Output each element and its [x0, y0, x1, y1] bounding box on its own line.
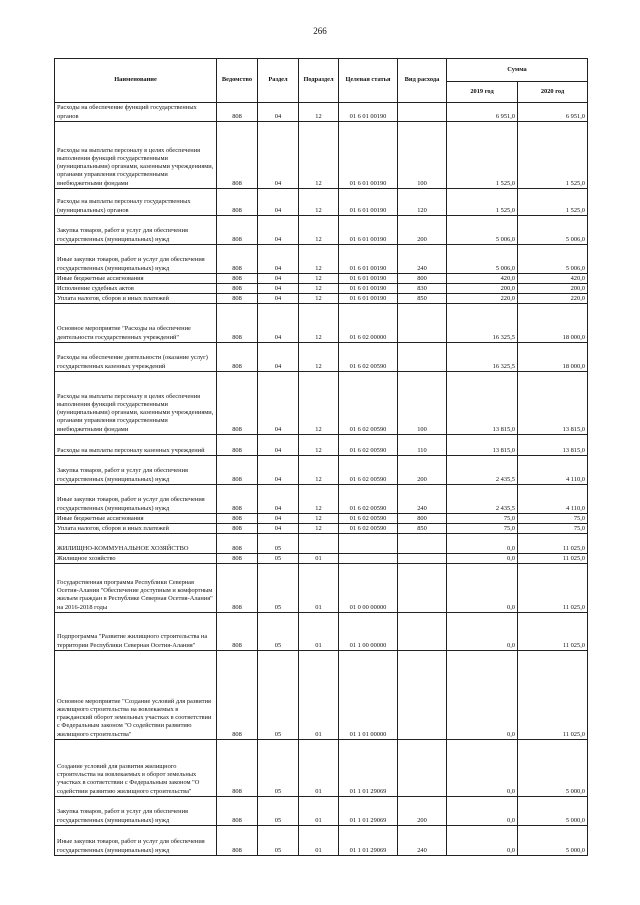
subsection-cell: 12 [299, 435, 339, 456]
dept-cell: 808 [217, 524, 258, 534]
section-cell: 05 [258, 613, 299, 651]
name-cell: Закупка товаров, работ и услуг для обеспечения государственных (муниципальных) нужд [55, 797, 217, 826]
dept-cell: 808 [217, 372, 258, 435]
subsection-cell: 01 [299, 564, 339, 613]
year1-cell: 0,0 [447, 797, 518, 826]
col-header-sum: Сумма [447, 59, 588, 82]
subsection-cell: 12 [299, 514, 339, 524]
col-header-name: Наименование [55, 59, 217, 103]
name-cell: Подпрограмма "Развитие жилищного строительства на территории Республики Северная Осетия-Алания" [55, 613, 217, 651]
col-header-year1: 2019 год [447, 82, 518, 103]
section-cell: 04 [258, 304, 299, 343]
dept-cell: 808 [217, 826, 258, 856]
year2-cell: 5 000,0 [518, 826, 588, 856]
dept-cell: 808 [217, 304, 258, 343]
article-cell: 01 1 01 29069 [339, 740, 398, 797]
article-cell: 01 6 01 00190 [339, 245, 398, 274]
year2-cell: 18 000,0 [518, 343, 588, 372]
year1-cell: 75,0 [447, 524, 518, 534]
table-row [55, 245, 588, 274]
table-row [55, 103, 588, 122]
article-cell: 01 6 01 00190 [339, 274, 398, 284]
article-cell: 01 6 01 00190 [339, 294, 398, 304]
expense-kind-cell [398, 343, 447, 372]
article-cell: 01 6 01 00190 [339, 216, 398, 245]
expense-kind-cell: 240 [398, 245, 447, 274]
table-row [55, 372, 588, 435]
table-header-row [55, 59, 588, 82]
article-cell: 01 1 01 00000 [339, 651, 398, 740]
name-cell: Основное мероприятие "Создание условий для развития жилищного строительства на вовлекаемых в гражданский оборот земельных участках в соответствии с Федеральным законом "О содействии развитию жилищного строительства" [55, 651, 217, 740]
year1-cell: 1 525,0 [447, 189, 518, 216]
dept-cell: 808 [217, 189, 258, 216]
subsection-cell: 12 [299, 189, 339, 216]
article-cell: 01 6 01 00190 [339, 103, 398, 122]
year1-cell: 5 006,0 [447, 245, 518, 274]
year2-cell: 11 025,0 [518, 554, 588, 564]
table-row [55, 613, 588, 651]
dept-cell: 808 [217, 797, 258, 826]
year1-cell: 0,0 [447, 740, 518, 797]
subsection-cell: 01 [299, 651, 339, 740]
col-header-year2: 2020 год [518, 82, 588, 103]
expense-kind-cell: 200 [398, 216, 447, 245]
subsection-cell: 12 [299, 456, 339, 485]
page-number: 266 [313, 26, 327, 36]
col-header-expense-kind: Вид расхода [398, 59, 447, 103]
article-cell: 01 6 01 00190 [339, 122, 398, 189]
expense-kind-cell [398, 103, 447, 122]
year2-cell: 200,0 [518, 284, 588, 294]
subsection-cell: 12 [299, 284, 339, 294]
year1-cell: 6 951,0 [447, 103, 518, 122]
subsection-cell: 12 [299, 274, 339, 284]
table-row [55, 534, 588, 554]
dept-cell: 808 [217, 534, 258, 554]
expense-kind-cell: 850 [398, 294, 447, 304]
table-row [55, 564, 588, 613]
name-cell: Уплата налогов, сборов и иных платежей [55, 294, 217, 304]
name-cell: Создание условий для развития жилищного строительства на вовлекаемых в оборот земельных участках в соответствии с Федеральным законом "О содействии развитию жилищного строительства" [55, 740, 217, 797]
year1-cell: 0,0 [447, 826, 518, 856]
expense-kind-cell: 100 [398, 122, 447, 189]
dept-cell: 808 [217, 294, 258, 304]
section-cell: 04 [258, 514, 299, 524]
table-row [55, 524, 588, 534]
year2-cell: 1 525,0 [518, 122, 588, 189]
subsection-cell: 12 [299, 524, 339, 534]
table-row [55, 554, 588, 564]
name-cell: Иные бюджетные ассигнования [55, 514, 217, 524]
subsection-cell: 12 [299, 103, 339, 122]
subsection-cell: 01 [299, 554, 339, 564]
year2-cell: 6 951,0 [518, 103, 588, 122]
year1-cell: 220,0 [447, 294, 518, 304]
year1-cell: 13 815,0 [447, 372, 518, 435]
article-cell: 01 6 02 00590 [339, 485, 398, 514]
article-cell: 01 6 02 00590 [339, 435, 398, 456]
dept-cell: 808 [217, 216, 258, 245]
name-cell: Расходы на выплаты персоналу казенных учреждений [55, 435, 217, 456]
section-cell: 05 [258, 826, 299, 856]
table-row [55, 122, 588, 189]
table-row [55, 435, 588, 456]
name-cell: Уплата налогов, сборов и иных платежей [55, 524, 217, 534]
name-cell: Исполнение судебных актов [55, 284, 217, 294]
year2-cell: 4 110,0 [518, 456, 588, 485]
year1-cell: 13 815,0 [447, 435, 518, 456]
year1-cell: 16 325,5 [447, 304, 518, 343]
section-cell: 05 [258, 651, 299, 740]
year1-cell: 2 435,5 [447, 456, 518, 485]
expense-kind-cell [398, 554, 447, 564]
section-cell: 04 [258, 294, 299, 304]
subsection-cell: 12 [299, 343, 339, 372]
subsection-cell: 12 [299, 485, 339, 514]
article-cell: 01 0 00 00000 [339, 564, 398, 613]
table-row [55, 826, 588, 856]
expense-kind-cell: 100 [398, 372, 447, 435]
subsection-cell: 12 [299, 216, 339, 245]
expense-kind-cell [398, 304, 447, 343]
dept-cell: 808 [217, 651, 258, 740]
dept-cell: 808 [217, 435, 258, 456]
section-cell: 04 [258, 122, 299, 189]
name-cell: Жилищное хозяйство [55, 554, 217, 564]
table-body [55, 103, 588, 856]
col-header-subsection: Подраздел [299, 59, 339, 103]
budget-table [54, 58, 588, 856]
subsection-cell: 12 [299, 245, 339, 274]
expense-kind-cell [398, 613, 447, 651]
subsection-cell: 01 [299, 613, 339, 651]
expense-kind-cell: 200 [398, 797, 447, 826]
expense-kind-cell: 200 [398, 456, 447, 485]
table-row [55, 651, 588, 740]
expense-kind-cell [398, 651, 447, 740]
name-cell: Расходы на обеспечение функций государственных органов [55, 103, 217, 122]
year1-cell: 75,0 [447, 514, 518, 524]
year1-cell: 0,0 [447, 651, 518, 740]
expense-kind-cell: 850 [398, 524, 447, 534]
section-cell: 04 [258, 274, 299, 284]
expense-kind-cell [398, 564, 447, 613]
year2-cell: 220,0 [518, 294, 588, 304]
article-cell: 01 6 02 00590 [339, 456, 398, 485]
expense-kind-cell: 240 [398, 826, 447, 856]
col-header-dept: Ведомство [217, 59, 258, 103]
table-row [55, 274, 588, 284]
article-cell: 01 6 02 00590 [339, 514, 398, 524]
article-cell: 01 1 01 29069 [339, 826, 398, 856]
expense-kind-cell: 110 [398, 435, 447, 456]
name-cell: Расходы на выплаты персоналу государственных (муниципальных) органов [55, 189, 217, 216]
subsection-cell [299, 534, 339, 554]
section-cell: 04 [258, 245, 299, 274]
year2-cell: 11 025,0 [518, 651, 588, 740]
section-cell: 05 [258, 534, 299, 554]
section-cell: 04 [258, 524, 299, 534]
table-row [55, 514, 588, 524]
section-cell: 04 [258, 189, 299, 216]
article-cell [339, 534, 398, 554]
expense-kind-cell: 120 [398, 189, 447, 216]
name-cell: Закупка товаров, работ и услуг для обеспечения государственных (муниципальных) нужд [55, 456, 217, 485]
dept-cell: 808 [217, 613, 258, 651]
name-cell: Расходы на обеспечение деятельности (оказание услуг) государственных казенных учреждений [55, 343, 217, 372]
name-cell: Расходы на выплаты персоналу в целях обеспечения выполнения функций государственными (муниципальными) органами, казенными учреждениями, органами управления государственными внебюджетными фондами [55, 372, 217, 435]
subsection-cell: 12 [299, 304, 339, 343]
section-cell: 04 [258, 372, 299, 435]
name-cell: Основное мероприятие "Расходы на обеспечение деятельности государственных учреждений" [55, 304, 217, 343]
name-cell: Иные закупки товаров, работ и услуг для обеспечения государственных (муниципальных) нужд [55, 245, 217, 274]
article-cell: 01 1 01 29069 [339, 797, 398, 826]
section-cell: 05 [258, 564, 299, 613]
year1-cell: 1 525,0 [447, 122, 518, 189]
article-cell [339, 554, 398, 564]
dept-cell: 808 [217, 103, 258, 122]
name-cell: ЖИЛИЩНО-КОММУНАЛЬНОЕ ХОЗЯЙСТВО [55, 534, 217, 554]
dept-cell: 808 [217, 456, 258, 485]
dept-cell: 808 [217, 554, 258, 564]
year1-cell: 0,0 [447, 554, 518, 564]
year1-cell: 5 006,0 [447, 216, 518, 245]
article-cell: 01 6 02 00000 [339, 304, 398, 343]
subsection-cell: 01 [299, 826, 339, 856]
year1-cell: 0,0 [447, 534, 518, 554]
article-cell: 01 6 01 00190 [339, 284, 398, 294]
section-cell: 04 [258, 485, 299, 514]
table-row [55, 485, 588, 514]
dept-cell: 808 [217, 245, 258, 274]
year2-cell: 1 525,0 [518, 189, 588, 216]
year2-cell: 13 815,0 [518, 372, 588, 435]
year1-cell: 0,0 [447, 564, 518, 613]
expense-kind-cell: 800 [398, 514, 447, 524]
section-cell: 05 [258, 554, 299, 564]
article-cell: 01 6 02 00590 [339, 372, 398, 435]
table-row [55, 304, 588, 343]
section-cell: 04 [258, 343, 299, 372]
year2-cell: 420,0 [518, 274, 588, 284]
name-cell: Расходы на выплаты персоналу в целях обеспечения выполнения функций государственными (муниципальными) органами, казенными учреждениями, органами управления государственными внебюджетными фондами [55, 122, 217, 189]
year1-cell: 0,0 [447, 613, 518, 651]
year2-cell: 75,0 [518, 524, 588, 534]
table-row [55, 284, 588, 294]
year1-cell: 16 325,5 [447, 343, 518, 372]
dept-cell: 808 [217, 485, 258, 514]
section-cell: 04 [258, 435, 299, 456]
article-cell: 01 6 02 00590 [339, 343, 398, 372]
article-cell: 01 6 01 00190 [339, 189, 398, 216]
table-row [55, 456, 588, 485]
table-row [55, 797, 588, 826]
expense-kind-cell: 240 [398, 485, 447, 514]
year1-cell: 200,0 [447, 284, 518, 294]
table-row [55, 294, 588, 304]
name-cell: Иные бюджетные ассигнования [55, 274, 217, 284]
table-row [55, 343, 588, 372]
year1-cell: 420,0 [447, 274, 518, 284]
year2-cell: 5 006,0 [518, 216, 588, 245]
article-cell: 01 1 00 00000 [339, 613, 398, 651]
dept-cell: 808 [217, 564, 258, 613]
dept-cell: 808 [217, 514, 258, 524]
year2-cell: 11 025,0 [518, 613, 588, 651]
name-cell: Государственная программа Республики Северная Осетия-Алания "Обеспечение доступным и комфортным жильем граждан в Республике Северная Осетия-Алания" на 2016-2018 годы [55, 564, 217, 613]
subsection-cell: 01 [299, 797, 339, 826]
subsection-cell: 12 [299, 372, 339, 435]
table-row [55, 216, 588, 245]
col-header-article: Целевая статья [339, 59, 398, 103]
section-cell: 05 [258, 740, 299, 797]
year2-cell: 13 815,0 [518, 435, 588, 456]
subsection-cell: 01 [299, 740, 339, 797]
section-cell: 05 [258, 797, 299, 826]
dept-cell: 808 [217, 343, 258, 372]
article-cell: 01 6 02 00590 [339, 524, 398, 534]
section-cell: 04 [258, 216, 299, 245]
year2-cell: 11 025,0 [518, 534, 588, 554]
table-row [55, 189, 588, 216]
section-cell: 04 [258, 103, 299, 122]
section-cell: 04 [258, 456, 299, 485]
dept-cell: 808 [217, 284, 258, 294]
year1-cell: 2 435,5 [447, 485, 518, 514]
subsection-cell: 12 [299, 294, 339, 304]
dept-cell: 808 [217, 122, 258, 189]
expense-kind-cell [398, 740, 447, 797]
year2-cell: 18 000,0 [518, 304, 588, 343]
subsection-cell: 12 [299, 122, 339, 189]
col-header-section: Раздел [258, 59, 299, 103]
year2-cell: 4 110,0 [518, 485, 588, 514]
expense-kind-cell: 830 [398, 284, 447, 294]
dept-cell: 808 [217, 740, 258, 797]
year2-cell: 5 006,0 [518, 245, 588, 274]
year2-cell: 11 025,0 [518, 564, 588, 613]
expense-kind-cell: 800 [398, 274, 447, 284]
year2-cell: 5 000,0 [518, 740, 588, 797]
table-row [55, 740, 588, 797]
name-cell: Иные закупки товаров, работ и услуг для обеспечения государственных (муниципальных) нужд [55, 485, 217, 514]
year2-cell: 75,0 [518, 514, 588, 524]
section-cell: 04 [258, 284, 299, 294]
expense-kind-cell [398, 534, 447, 554]
dept-cell: 808 [217, 274, 258, 284]
name-cell: Закупка товаров, работ и услуг для обеспечения государственных (муниципальных) нужд [55, 216, 217, 245]
year2-cell: 5 000,0 [518, 797, 588, 826]
name-cell: Иные закупки товаров, работ и услуг для обеспечения государственных (муниципальных) нужд [55, 826, 217, 856]
